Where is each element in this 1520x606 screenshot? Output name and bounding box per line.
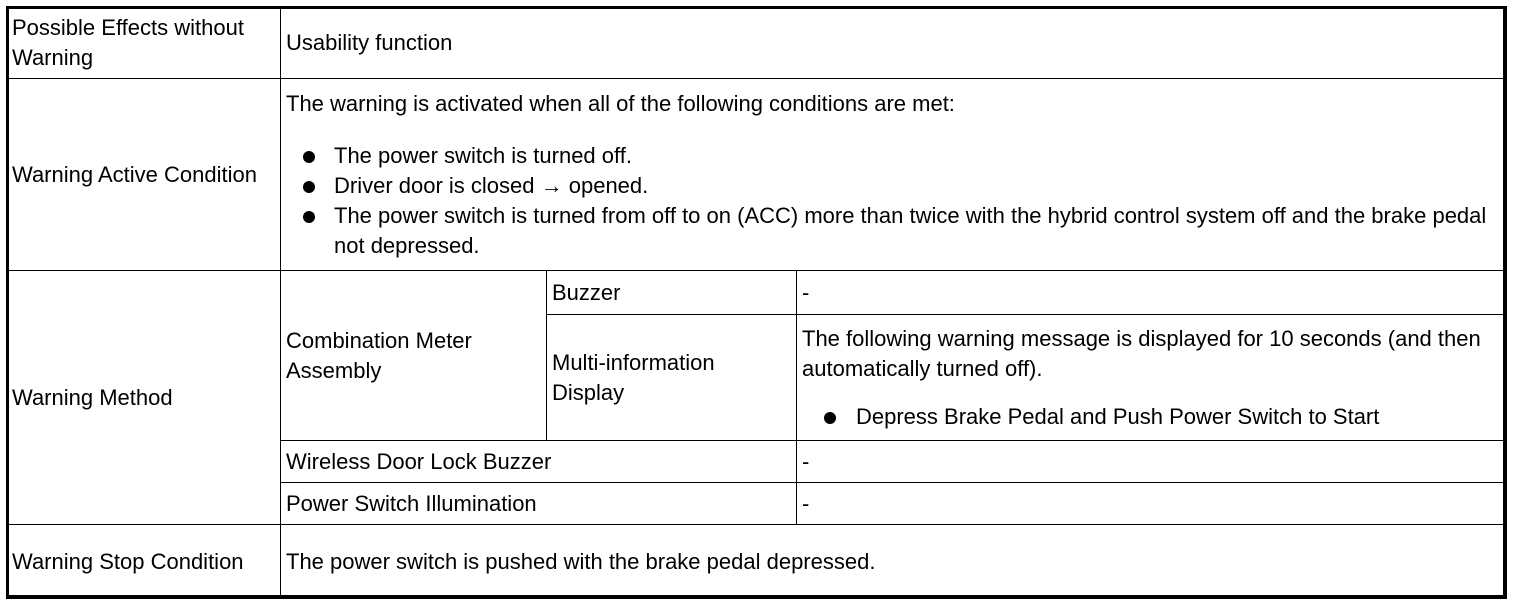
warning-stop-condition-value: The power switch is pushed with the brake pedal depressed. — [281, 525, 1507, 599]
condition-text: The power switch is turned from off to on (ACC) more than twice with the hybrid control system off and the brake pedal not depressed. — [334, 202, 1487, 258]
buzzer-value: - — [797, 271, 1507, 315]
mid-label: Multi-information Display — [547, 315, 797, 441]
table-outer-border — [6, 6, 1506, 598]
mid-intro: The following warning message is displayed for 10 seconds (and then automatically turned off). — [802, 325, 1481, 381]
illumination-label: Power Switch Illumination — [281, 483, 797, 525]
warning-active-condition-label: Warning Active Condition — [7, 79, 281, 271]
wireless-label: Wireless Door Lock Buzzer — [281, 441, 797, 483]
buzzer-label: Buzzer — [547, 271, 797, 315]
warning-method-label: Warning Method — [7, 271, 281, 525]
mid-message-text: Depress Brake Pedal and Push Power Switch to Start — [856, 403, 1380, 429]
combination-meter-label: Combination Meter Assembly — [281, 271, 547, 441]
condition-text: Driver door is closed → opened. — [334, 172, 649, 198]
condition-intro: The warning is activated when all of the following conditions are met: — [286, 90, 955, 116]
wireless-value: - — [797, 441, 1507, 483]
illumination-value: - — [797, 483, 1507, 525]
possible-effects-value: Usability function — [281, 7, 1507, 79]
possible-effects-label: Possible Effects without Warning — [7, 7, 281, 79]
warning-stop-condition-label: Warning Stop Condition — [7, 525, 281, 599]
condition-text: The power switch is turned off. — [334, 142, 632, 168]
